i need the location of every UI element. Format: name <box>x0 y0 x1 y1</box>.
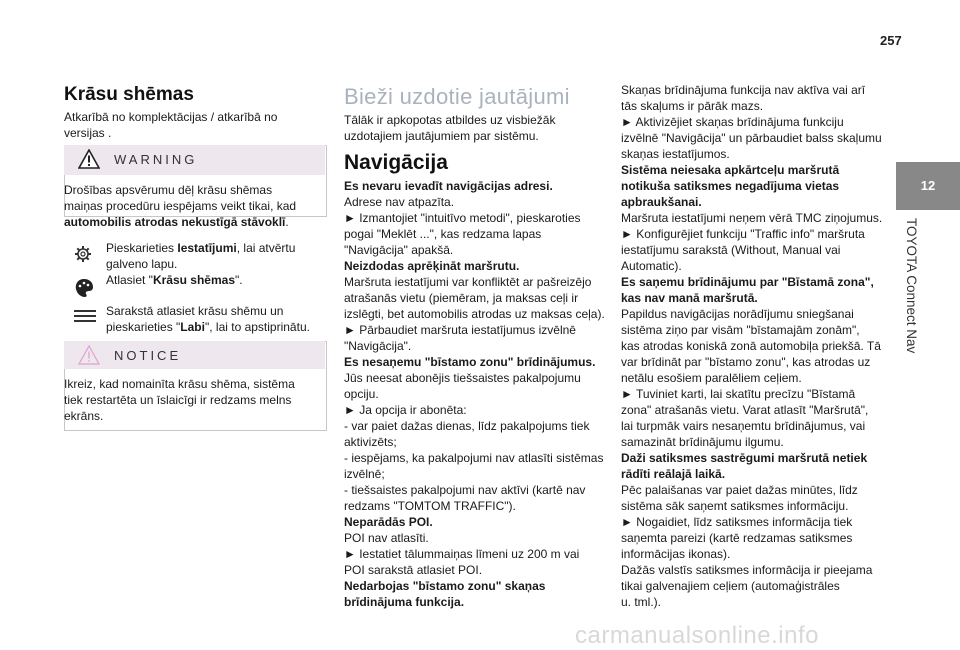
notice-text <box>64 376 320 424</box>
answer-line: sistēma ziņo par visām "bīstamajām zonām", <box>621 323 860 337</box>
notice-line: ekrāns. <box>64 409 104 423</box>
question-line: Sistēma neiesaka apkārtceļu maršrutā <box>621 163 840 177</box>
question-line: notikuša satiksmes negadījuma vietas <box>621 179 840 193</box>
question-line: brīdinājuma funkcija. <box>344 595 465 609</box>
answer-line: ► Iestatiet tālummaiņas līmeni uz 200 m vai <box>344 547 580 561</box>
step-line <box>106 240 326 256</box>
answer-line: ► Ja opcija ir abonēta: <box>344 403 467 417</box>
step-text: Atlasiet " <box>106 273 153 287</box>
answer-line: skaņas iestatījumos. <box>621 147 730 161</box>
answer-line: "Navigācija" apakšā. <box>344 243 454 257</box>
warning-header <box>64 145 325 175</box>
chapter-number: 12 <box>920 178 936 193</box>
answer-line: iestatījumu sarakstā (Without, Manual vai <box>621 243 841 257</box>
step-text: , lai atvērtu <box>236 241 296 255</box>
question-line: Nedarbojas "bīstamo zonu" skaņas <box>344 579 546 593</box>
answer-line: Dažās valstīs satiksmes informācija ir pieejama <box>621 563 873 577</box>
warning-line: maiņas procedūru iespējams veikt tikai, kad <box>64 199 297 213</box>
question-line: Neizdodas aprēķināt maršrutu. <box>344 259 520 273</box>
answer-line: samazināt brīdinājumu ilgumu. <box>621 435 784 449</box>
warning-triangle-icon <box>78 149 100 169</box>
question-line: Es nevaru ievadīt navigācijas adresi. <box>344 179 553 193</box>
step-text: ". <box>235 273 243 287</box>
step-line: Sarakstā atlasiet krāsu shēmu un <box>106 304 284 318</box>
question-line: Neparādās POI. <box>344 515 433 529</box>
list-lines-icon <box>74 310 96 322</box>
step-line: galveno lapu. <box>106 257 178 271</box>
page-number: 257 <box>880 33 902 48</box>
warning-text <box>64 182 320 230</box>
answer-line: POI nav atlasīti. <box>344 531 429 545</box>
step-select-scheme <box>106 272 326 288</box>
step-confirm <box>106 303 328 335</box>
faq-intro-line: Tālāk ir apkopotas atbildes uz visbiežāk <box>344 113 556 127</box>
warning-line: Drošības apsvērumu dēļ krāsu shēmas <box>64 183 273 197</box>
warning-line <box>64 214 320 230</box>
answer-line: ► Izmantojiet "intuitīvo metodi", pieskaroties <box>344 211 581 225</box>
answer-line: POI sarakstā atlasiet POI. <box>344 563 483 577</box>
warning-suffix: . <box>285 215 289 229</box>
chapter-title-text: TOYOTA Connect Nav <box>904 218 919 354</box>
question-line: rādīti reālajā laikā. <box>621 467 726 481</box>
question-line: apbraukšanai. <box>621 195 702 209</box>
step-text: pieskarieties " <box>106 320 181 334</box>
step-line <box>106 272 326 288</box>
step-bold: Labi <box>180 320 205 334</box>
answer-line: Automatic). <box>621 259 682 273</box>
chapter-tab[interactable] <box>896 162 960 210</box>
navigation-faq-text <box>344 178 606 610</box>
subheading-navigation: Navigācija <box>344 151 448 174</box>
answer-line: saņemta pareizi (kartē redzamas satiksmes <box>621 531 853 545</box>
answer-line: Maršruta iestatījumi var konfliktēt ar pašreizējo <box>344 275 592 289</box>
answer-line: lai turpmāk vairs nesaņemtu brīdinājumus, vai <box>621 419 866 433</box>
notice-label: NOTICE <box>114 348 182 363</box>
watermark-text: carmanualsonline.info <box>575 622 819 649</box>
notice-header <box>64 341 325 369</box>
answer-line: izvēlnē; <box>344 467 385 481</box>
question-line: kas nav manā maršrutā. <box>621 291 758 305</box>
warning-bold: automobilis atrodas nekustīgā stāvoklī <box>64 215 286 229</box>
section-heading-faq: Bieži uzdotie jautājumi <box>344 84 570 109</box>
step-bold: Iestatījumi <box>177 241 237 255</box>
faq-intro-line: uzdotajiem jautājumiem par sistēmu. <box>344 129 539 143</box>
notice-line: tiek restartēta un īslaicīgi ir redzams melns <box>64 393 292 407</box>
faq-intro <box>344 112 604 144</box>
step-text: ", lai to apstiprinātu. <box>204 320 310 334</box>
answer-line: ► Nogaidiet, līdz satiksmes informācija tiek <box>621 515 853 529</box>
answer-line: "Navigācija". <box>344 339 412 353</box>
answer-line: redzams "TOMTOM TRAFFIC"). <box>344 499 516 513</box>
notice-line: Ikreiz, kad nomainīta krāsu shēma, sistēma <box>64 377 295 391</box>
answer-line: Skaņas brīdinājuma funkcija nav aktīva vai arī <box>621 83 866 97</box>
answer-line: pogai "Meklēt ...", kas redzama lapas <box>344 227 542 241</box>
answer-line: tās skaļums ir pārāk mazs. <box>621 99 764 113</box>
answer-line: aktivizēts; <box>344 435 397 449</box>
answer-line: Maršruta iestatījumi neņem vērā TMC ziņojumus. <box>621 211 883 225</box>
color-palette-icon <box>74 277 94 299</box>
answer-line: - var paiet dažas dienas, līdz pakalpojums tiek <box>344 419 590 433</box>
answer-line: u. tml.). <box>621 595 662 609</box>
answer-line: ► Konfigurējiet funkciju "Traffic info" maršruta <box>621 227 865 241</box>
answer-line: opciju. <box>344 387 379 401</box>
navigation-faq-text-continued <box>621 82 883 610</box>
answer-line: atrašanās vietu (piemēram, ja maksas ceļi ir <box>344 291 579 305</box>
settings-gear-icon <box>74 245 92 263</box>
answer-line: ► Pārbaudiet maršruta iestatījumus izvēlnē <box>344 323 576 337</box>
answer-line: var brīdināt par "bīstamo zonu", kas atrodas uz <box>621 355 871 369</box>
answer-line: informācijas ikonas). <box>621 547 731 561</box>
step-bold: Krāsu shēmas <box>152 273 235 287</box>
step-line <box>106 319 328 335</box>
left-intro-line: versijas . <box>64 126 112 140</box>
section-heading-color-schemes: Krāsu shēmas <box>64 84 194 105</box>
answer-line: izvēlnē "Navigācija" un pārbaudiet balss skaļumu <box>621 131 882 145</box>
answer-line: ► Tuviniet karti, lai skatītu precīzu "Bīstamā <box>621 387 856 401</box>
left-intro <box>64 109 326 141</box>
answer-line: Jūs neesat abonējis tiešsaistes pakalpojumu <box>344 371 581 385</box>
answer-line: Adrese nav atpazīta. <box>344 195 455 209</box>
answer-line: ► Aktivizējiet skaņas brīdinājuma funkciju <box>621 115 844 129</box>
step-text: Pieskarieties <box>106 241 178 255</box>
answer-line: sistēma sāk saņemt satiksmes informāciju. <box>621 499 849 513</box>
question-line: Es saņemu brīdinājumu par "Bīstamā zona", <box>621 275 874 289</box>
answer-line: netālu esošiem paralēliem ceļiem. <box>621 371 802 385</box>
answer-line: - iespējams, ka pakalpojumi nav atlasīti sistēmas <box>344 451 604 465</box>
answer-line: tikai galvenajiem ceļiem (automaģistrāles <box>621 579 840 593</box>
answer-line: - tiešsaistes pakalpojumi nav aktīvi (kartē nav <box>344 483 586 497</box>
step-settings <box>106 240 326 272</box>
chapter-title <box>904 218 924 438</box>
answer-line: Pēc palaišanas var paiet dažas minūtes, līdz <box>621 483 858 497</box>
answer-line: zona" atrašanās vietu. Varat atlasīt "Maršrutā", <box>621 403 869 417</box>
question-line: Es nesaņemu "bīstamo zonu" brīdinājumus. <box>344 355 596 369</box>
answer-line: Papildus navigācijas norādījumu sniegšanai <box>621 307 854 321</box>
warning-label: WARNING <box>114 152 198 167</box>
answer-line: izslēgti, bet automobilis atrodas uz maksas ceļa). <box>344 307 605 321</box>
answer-line: kas atrodas koniskā zonā automobiļa priekšā. Tā <box>621 339 881 353</box>
left-intro-line: Atkarībā no komplektācijas / atkarībā no <box>64 110 278 124</box>
notice-triangle-icon <box>78 345 100 365</box>
question-line: Daži satiksmes sastrēgumi maršrutā netiek <box>621 451 868 465</box>
